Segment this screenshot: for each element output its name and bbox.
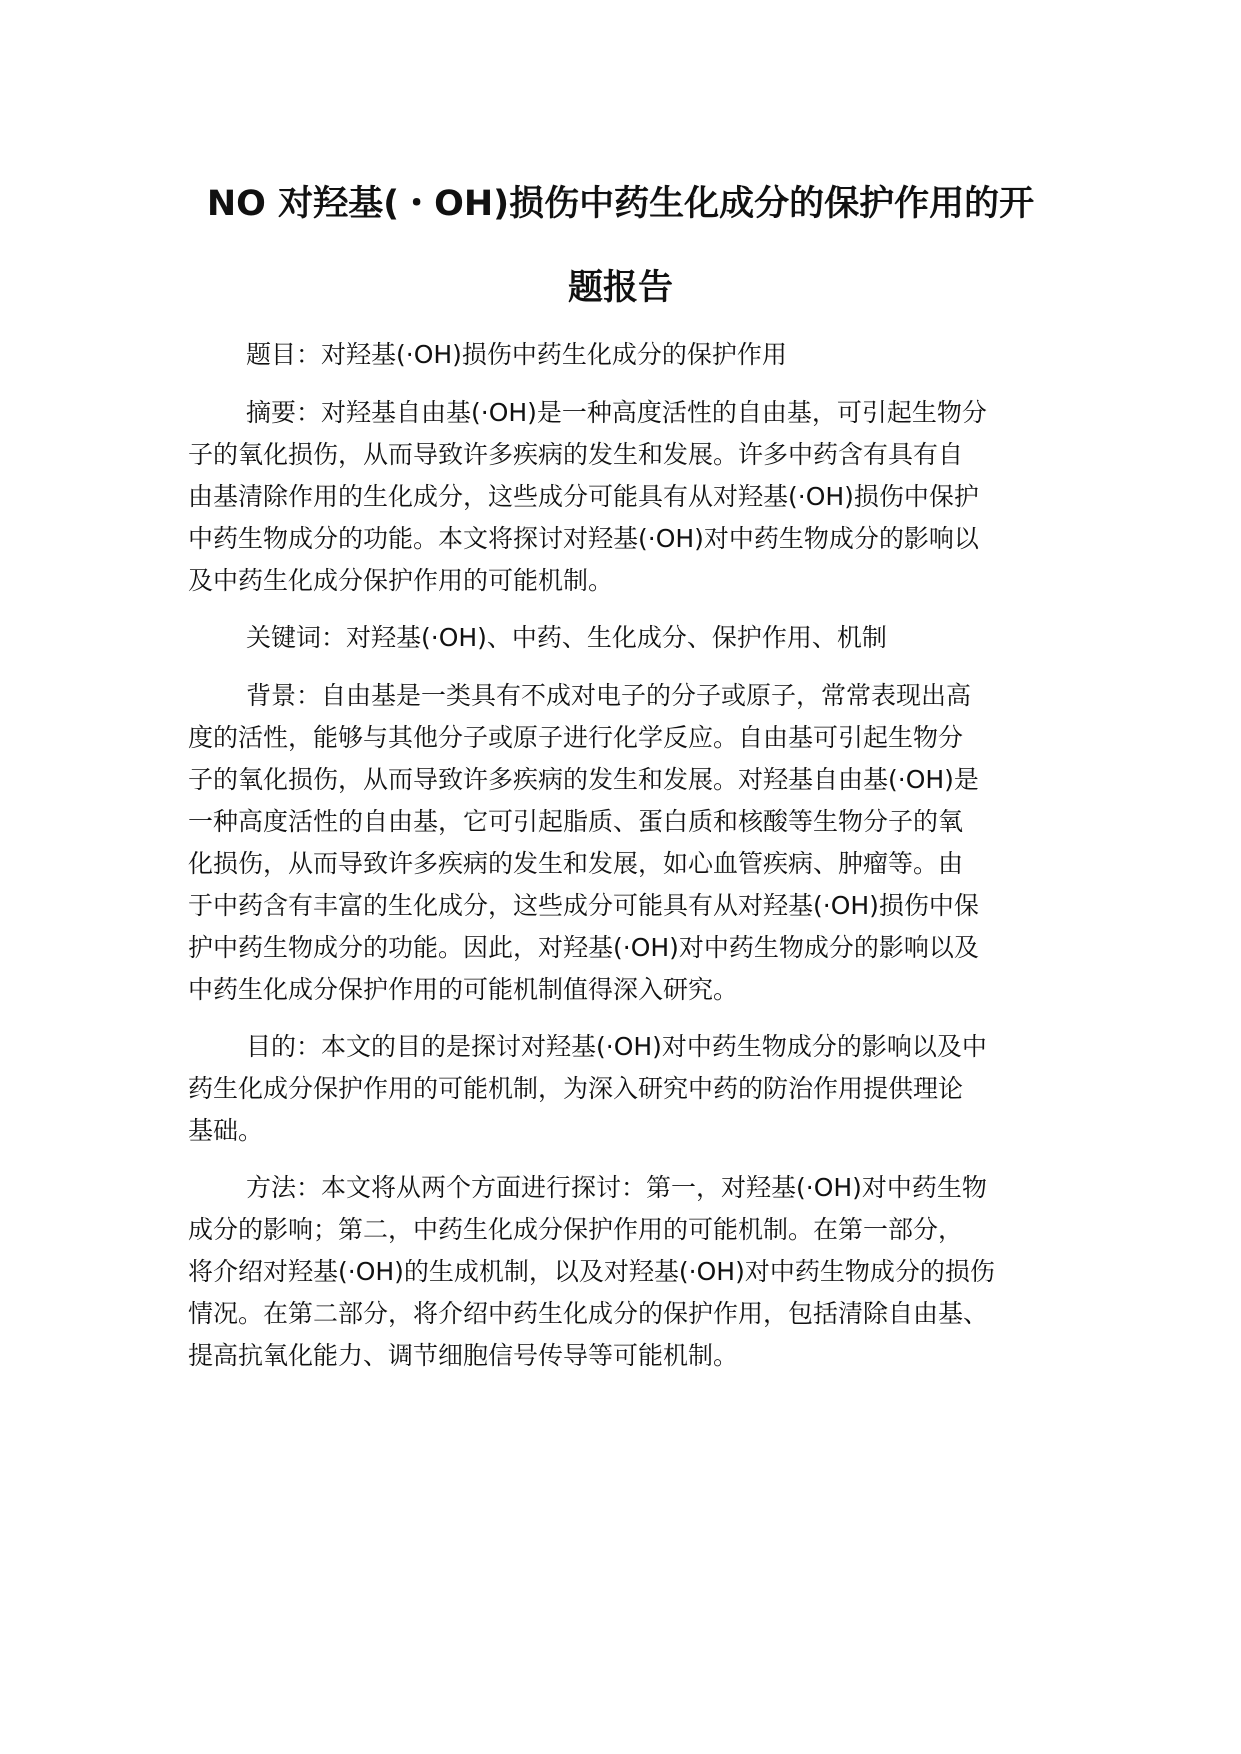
purpose-line: 基础。	[188, 1116, 264, 1145]
background-line: 中药生化成分保护作用的可能机制值得深入研究。	[188, 975, 739, 1004]
background-line: 于中药含有丰富的生化成分，这些成分可能具有从对羟基(·OH)损伤中保	[188, 891, 979, 920]
method-line: 将介绍对羟基(·OH)的生成机制，以及对羟基(·OH)对中药生物成分的损伤	[188, 1257, 995, 1286]
topic-line: 题目：对羟基(·OH)损伤中药生化成分的保护作用	[246, 340, 787, 369]
background-line: 度的活性，能够与其他分子或原子进行化学反应。自由基可引起生物分	[188, 723, 964, 752]
method-line: 成分的影响；第二，中药生化成分保护作用的可能机制。在第一部分，	[188, 1215, 964, 1244]
method-line: 提高抗氧化能力、调节细胞信号传导等可能机制。	[188, 1341, 739, 1370]
abstract-line: 由基清除作用的生化成分，这些成分可能具有从对羟基(·OH)损伤中保护	[188, 482, 979, 511]
abstract-line: 及中药生化成分保护作用的可能机制。	[188, 566, 614, 595]
abstract-line: 摘要：对羟基自由基(·OH)是一种高度活性的自由基，可引起生物分	[246, 398, 987, 427]
document-title-line-2: 题报告	[567, 268, 673, 308]
purpose-line: 药生化成分保护作用的可能机制，为深入研究中药的防治作用提供理论	[188, 1074, 964, 1103]
document-title-line-1: NO 对羟基(・OH)损伤中药生化成分的保护作用的开	[206, 184, 1035, 224]
background-line: 护中药生物成分的功能。因此，对羟基(·OH)对中药生物成分的影响以及	[188, 933, 979, 962]
purpose-line: 目的：本文的目的是探讨对羟基(·OH)对中药生物成分的影响以及中	[246, 1032, 987, 1061]
keywords-line: 关键词：对羟基(·OH)、中药、生化成分、保护作用、机制	[246, 623, 887, 652]
background-line: 化损伤，从而导致许多疾病的发生和发展，如心血管疾病、肿瘤等。由	[188, 849, 964, 878]
background-line: 背景：自由基是一类具有不成对电子的分子或原子，常常表现出高	[246, 681, 972, 710]
abstract-line: 中药生物成分的功能。本文将探讨对羟基(·OH)对中药生物成分的影响以	[188, 524, 979, 553]
method-line: 情况。在第二部分，将介绍中药生化成分的保护作用，包括清除自由基、	[188, 1299, 989, 1328]
abstract-line: 子的氧化损伤，从而导致许多疾病的发生和发展。许多中药含有具有自	[188, 440, 964, 469]
method-line: 方法：本文将从两个方面进行探讨：第一，对羟基(·OH)对中药生物	[246, 1173, 987, 1202]
background-line: 一种高度活性的自由基，它可引起脂质、蛋白质和核酸等生物分子的氧	[188, 807, 964, 836]
background-line: 子的氧化损伤，从而导致许多疾病的发生和发展。对羟基自由基(·OH)是	[188, 765, 979, 794]
